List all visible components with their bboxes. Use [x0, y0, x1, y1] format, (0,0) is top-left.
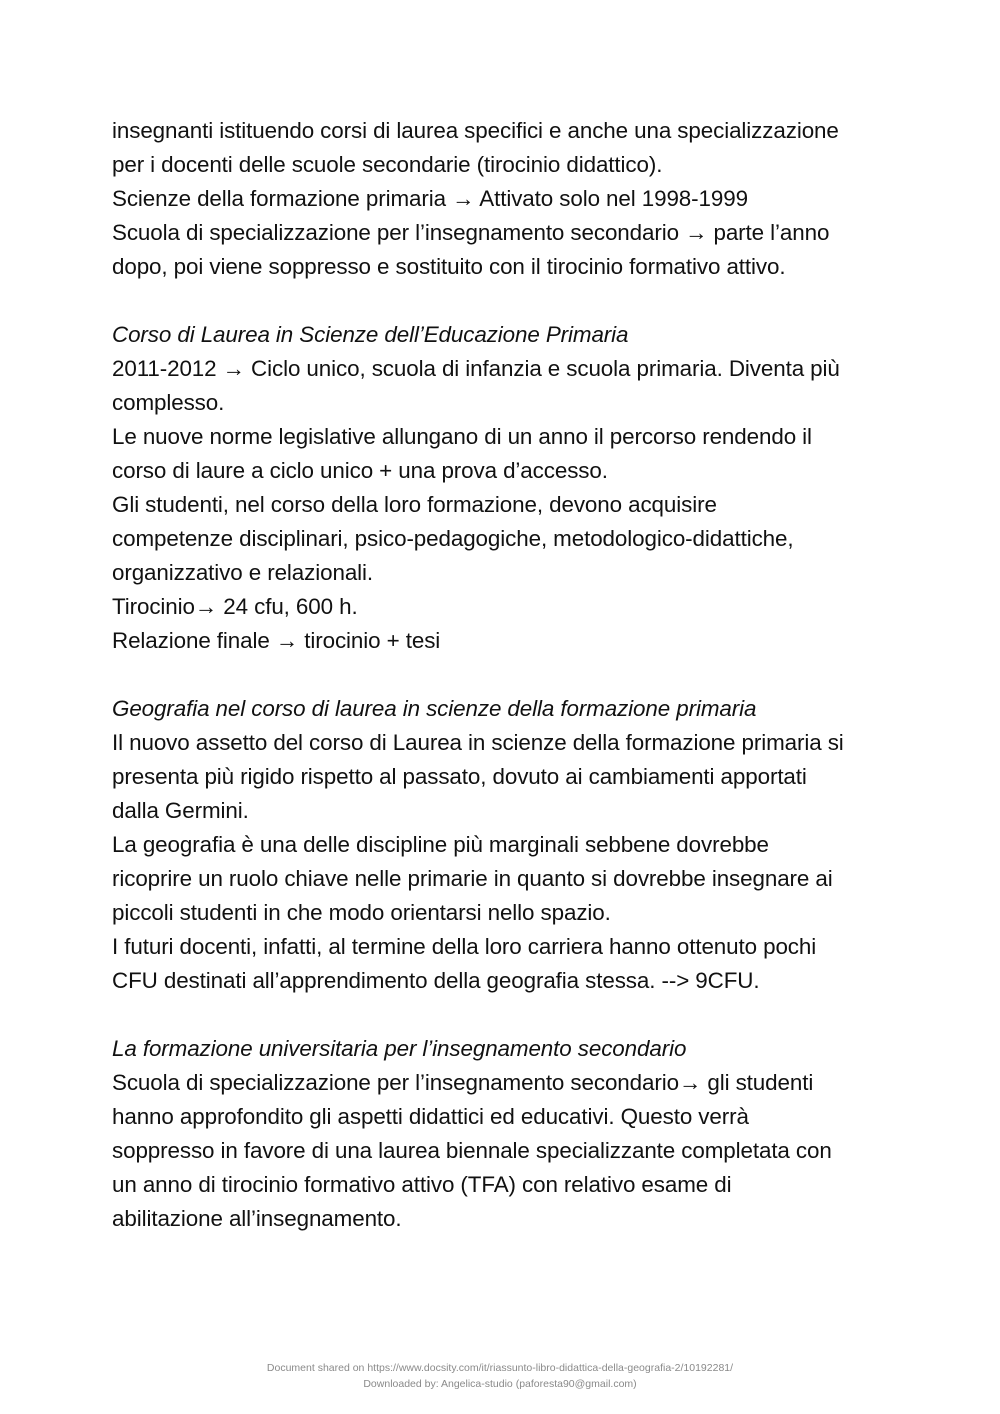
text-line: CFU destinati all’apprendimento della geografia stessa. --> 9CFU. [112, 968, 760, 993]
text-line: Le nuove norme legislative allungano di un anno il percorso rendendo il [112, 424, 812, 449]
text-line: insegnanti istituendo corsi di laurea specifici e anche una specializzazione [112, 118, 839, 143]
blank-line [112, 658, 902, 692]
text-line: competenze disciplinari, psico-pedagogiche, metodologico-didattiche, [112, 526, 794, 551]
text-line: Gli studenti, nel corso della loro formazione, devono acquisire [112, 492, 717, 517]
text-line: hanno approfondito gli aspetti didattici ed educativi. Questo verrà [112, 1104, 749, 1129]
text-line: Scuola di specializzazione per l’insegnamento secondario→ gli studenti [112, 1070, 814, 1095]
text-line: Scuola di specializzazione per l’insegnamento secondario → parte l’anno [112, 220, 830, 245]
text-line: Il nuovo assetto del corso di Laurea in scienze della formazione primaria si [112, 730, 844, 755]
text-line: piccoli studenti in che modo orientarsi nello spazio. [112, 900, 611, 925]
text-line: Tirocinio→ 24 cfu, 600 h. [112, 594, 358, 619]
text-line: abilitazione all’insegnamento. [112, 1206, 402, 1231]
footer-downloaded-by: Downloaded by: Angelica-studio (paforesta90@gmail.com) [363, 1378, 637, 1390]
section-heading: La formazione universitaria per l’insegnamento secondario [112, 1036, 687, 1061]
section-heading: Corso di Laurea in Scienze dell’Educazione Primaria [112, 322, 629, 347]
section-heading: Geografia nel corso di laurea in scienze della formazione primaria [112, 696, 757, 721]
text-line: ricoprire un ruolo chiave nelle primarie in quanto si dovrebbe insegnare ai [112, 866, 833, 891]
text-line: I futuri docenti, infatti, al termine della loro carriera hanno ottenuto pochi [112, 934, 817, 959]
text-line: organizzativo e relazionali. [112, 560, 374, 585]
text-line: 2011-2012 → Ciclo unico, scuola di infanzia e scuola primaria. Diventa più [112, 356, 840, 381]
footer-shared-url: Document shared on https://www.docsity.com/it/riassunto-libro-didattica-della-geografia-2/10192281/ [266, 1362, 734, 1374]
page-footer [0, 1360, 1000, 1392]
text-line: un anno di tirocinio formativo attivo (TFA) con relativo esame di [112, 1172, 732, 1197]
text-line: dalla Germini. [112, 798, 249, 823]
text-line: La geografia è una delle discipline più marginali sebbene dovrebbe [112, 832, 769, 857]
text-line: soppresso in favore di una laurea biennale specializzante completata con [112, 1138, 832, 1163]
blank-line [112, 284, 902, 318]
blank-line [112, 998, 902, 1032]
text-line: Scienze della formazione primaria → Attivato solo nel 1998-1999 [112, 186, 748, 211]
text-line: Relazione finale → tirocinio + tesi [112, 628, 441, 653]
text-line: complesso. [112, 390, 225, 415]
text-line: per i docenti delle scuole secondarie (tirocinio didattico). [112, 152, 663, 177]
text-line: presenta più rigido rispetto al passato, dovuto ai cambiamenti apportati [112, 764, 807, 789]
text-line: dopo, poi viene soppresso e sostituito con il tirocinio formativo attivo. [112, 254, 786, 279]
text-line: corso di laure a ciclo unico + una prova d’accesso. [112, 458, 608, 483]
document-body [112, 114, 902, 1236]
